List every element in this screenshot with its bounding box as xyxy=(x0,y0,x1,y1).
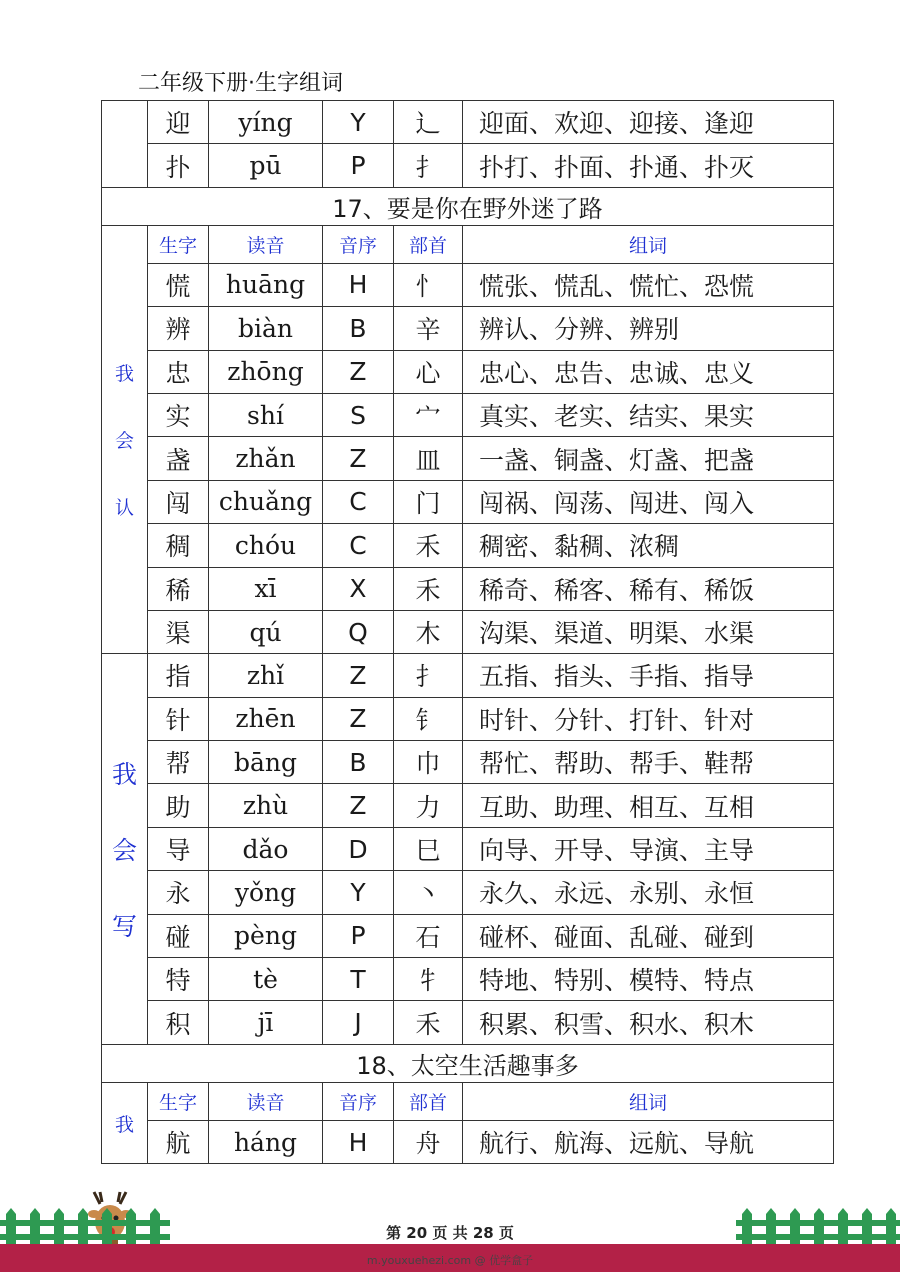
initial-cell: T xyxy=(323,958,394,1001)
char-cell: 稠 xyxy=(148,524,209,567)
radical-cell: 忄 xyxy=(394,263,463,306)
initial-cell: Y xyxy=(323,101,394,144)
pinyin-cell: tè xyxy=(209,958,323,1001)
group-label-char: 会 xyxy=(114,430,134,453)
char-cell: 特 xyxy=(148,958,209,1001)
initial-cell: Z xyxy=(323,350,394,393)
radical-cell: 牜 xyxy=(394,958,463,1001)
header-char: 生字 xyxy=(148,225,209,263)
radical-cell: 丶 xyxy=(394,871,463,914)
pinyin-cell: zhōng xyxy=(209,350,323,393)
table-row xyxy=(102,567,834,610)
table-row xyxy=(102,827,834,870)
pinyin-cell: jī xyxy=(209,1001,323,1044)
table-row xyxy=(102,784,834,827)
char-cell: 针 xyxy=(148,697,209,740)
table-row xyxy=(102,697,834,740)
char-cell: 闯 xyxy=(148,480,209,523)
initial-cell: Q xyxy=(323,610,394,653)
words-cell: 稠密、黏稠、浓稠 xyxy=(463,524,834,567)
pinyin-cell: shí xyxy=(209,393,323,436)
initial-cell: B xyxy=(323,741,394,784)
initial-cell: P xyxy=(323,144,394,187)
table-row xyxy=(102,144,834,187)
char-cell: 扑 xyxy=(148,144,209,187)
initial-cell: B xyxy=(323,307,394,350)
radical-cell: 辶 xyxy=(394,101,463,144)
radical-cell: 皿 xyxy=(394,437,463,480)
header-char: 生字 xyxy=(148,1082,209,1120)
header-pinyin: 读音 xyxy=(209,1082,323,1120)
radical-cell: 禾 xyxy=(394,567,463,610)
pinyin-cell: zhēn xyxy=(209,697,323,740)
pinyin-cell: huāng xyxy=(209,263,323,306)
group-label-empty xyxy=(102,101,148,188)
char-cell: 助 xyxy=(148,784,209,827)
radical-cell: 宀 xyxy=(394,393,463,436)
table-row xyxy=(102,480,834,523)
radical-cell: 禾 xyxy=(394,1001,463,1044)
table-row xyxy=(102,914,834,957)
initial-cell: Y xyxy=(323,871,394,914)
table-row xyxy=(102,437,834,480)
pinyin-cell: zhù xyxy=(209,784,323,827)
table-row xyxy=(102,393,834,436)
pinyin-cell: pèng xyxy=(209,914,323,957)
initial-cell: Z xyxy=(323,784,394,827)
group-label-char: 我 xyxy=(111,760,137,790)
words-cell: 沟渠、渠道、明渠、水渠 xyxy=(463,610,834,653)
words-cell: 时针、分针、打针、针对 xyxy=(463,697,834,740)
table-row xyxy=(102,101,834,144)
table-row xyxy=(102,741,834,784)
initial-cell: P xyxy=(323,914,394,957)
pinyin-cell: zhǎn xyxy=(209,437,323,480)
char-cell: 渠 xyxy=(148,610,209,653)
char-cell: 导 xyxy=(148,827,209,870)
group-label-char: 会 xyxy=(111,836,137,866)
words-cell: 一盏、铜盏、灯盏、把盏 xyxy=(463,437,834,480)
radical-cell: 巾 xyxy=(394,741,463,784)
radical-cell: 钅 xyxy=(394,697,463,740)
char-cell: 帮 xyxy=(148,741,209,784)
words-cell: 迎面、欢迎、迎接、逢迎 xyxy=(463,101,834,144)
header-words: 组词 xyxy=(463,225,834,263)
table-row xyxy=(102,263,834,306)
table-row xyxy=(102,524,834,567)
header-words: 组词 xyxy=(463,1082,834,1120)
pinyin-cell: yíng xyxy=(209,101,323,144)
group-label-char: 我 xyxy=(114,363,134,386)
vocabulary-table xyxy=(101,100,834,1164)
group-label-lesson18: 我 xyxy=(102,1082,148,1163)
words-cell: 闯祸、闯荡、闯进、闯入 xyxy=(463,480,834,523)
group-label-recognize xyxy=(102,225,148,654)
group-label-char: 认 xyxy=(114,497,134,520)
char-cell: 实 xyxy=(148,393,209,436)
words-cell: 永久、永远、永别、永恒 xyxy=(463,871,834,914)
char-cell: 辨 xyxy=(148,307,209,350)
radical-cell: 舟 xyxy=(394,1120,463,1163)
header-initial: 音序 xyxy=(323,225,394,263)
radical-cell: 心 xyxy=(394,350,463,393)
initial-cell: D xyxy=(323,827,394,870)
words-cell: 碰杯、碰面、乱碰、碰到 xyxy=(463,914,834,957)
page-header: 二年级下册·生字组词 xyxy=(138,71,343,96)
initial-cell: H xyxy=(323,1120,394,1163)
radical-cell: 石 xyxy=(394,914,463,957)
section-title: 18、太空生活趣事多 xyxy=(102,1044,834,1082)
initial-cell: H xyxy=(323,263,394,306)
words-cell: 五指、指头、手指、指导 xyxy=(463,654,834,697)
char-cell: 指 xyxy=(148,654,209,697)
section-title: 17、要是你在野外迷了路 xyxy=(102,187,834,225)
words-cell: 稀奇、稀客、稀有、稀饭 xyxy=(463,567,834,610)
pinyin-cell: bāng xyxy=(209,741,323,784)
words-cell: 真实、老实、结实、果实 xyxy=(463,393,834,436)
char-cell: 盏 xyxy=(148,437,209,480)
initial-cell: C xyxy=(323,480,394,523)
page-number: 第 20 页 共 28 页 xyxy=(386,1224,514,1242)
words-cell: 航行、航海、远航、导航 xyxy=(463,1120,834,1163)
table-row xyxy=(102,610,834,653)
pinyin-cell: dǎo xyxy=(209,827,323,870)
watermark: m.youxuehezi.com @ 优学盒子 xyxy=(366,1254,534,1267)
radical-cell: 门 xyxy=(394,480,463,523)
words-cell: 积累、积雪、积水、积木 xyxy=(463,1001,834,1044)
lesson-17-title xyxy=(102,187,834,225)
words-cell: 忠心、忠告、忠诚、忠义 xyxy=(463,350,834,393)
header-pinyin: 读音 xyxy=(209,225,323,263)
initial-cell: S xyxy=(323,393,394,436)
pinyin-cell: qú xyxy=(209,610,323,653)
initial-cell: J xyxy=(323,1001,394,1044)
initial-cell: Z xyxy=(323,697,394,740)
header-initial: 音序 xyxy=(323,1082,394,1120)
header-radical: 部首 xyxy=(394,225,463,263)
radical-cell: 辛 xyxy=(394,307,463,350)
table-row xyxy=(102,871,834,914)
char-cell: 慌 xyxy=(148,263,209,306)
words-cell: 辨认、分辨、辨别 xyxy=(463,307,834,350)
radical-cell: 扌 xyxy=(394,654,463,697)
group-label-char: 写 xyxy=(111,912,137,942)
pinyin-cell: zhǐ xyxy=(209,654,323,697)
pinyin-cell: pū xyxy=(209,144,323,187)
char-cell: 航 xyxy=(148,1120,209,1163)
radical-cell: 力 xyxy=(394,784,463,827)
table-row xyxy=(102,958,834,1001)
lesson-18-title xyxy=(102,1044,834,1082)
header-radical: 部首 xyxy=(394,1082,463,1120)
words-cell: 特地、特别、模特、特点 xyxy=(463,958,834,1001)
words-cell: 互助、助理、相互、互相 xyxy=(463,784,834,827)
initial-cell: C xyxy=(323,524,394,567)
table-row xyxy=(102,350,834,393)
pinyin-cell: chóu xyxy=(209,524,323,567)
words-cell: 帮忙、帮助、帮手、鞋帮 xyxy=(463,741,834,784)
pinyin-cell: háng xyxy=(209,1120,323,1163)
char-cell: 稀 xyxy=(148,567,209,610)
pinyin-cell: chuǎng xyxy=(209,480,323,523)
pinyin-cell: biàn xyxy=(209,307,323,350)
char-cell: 迎 xyxy=(148,101,209,144)
radical-cell: 扌 xyxy=(394,144,463,187)
initial-cell: X xyxy=(323,567,394,610)
table-row xyxy=(102,654,834,697)
char-cell: 永 xyxy=(148,871,209,914)
table-row xyxy=(102,1001,834,1044)
words-cell: 慌张、慌乱、慌忙、恐慌 xyxy=(463,263,834,306)
char-cell: 积 xyxy=(148,1001,209,1044)
table-row xyxy=(102,307,834,350)
initial-cell: Z xyxy=(323,437,394,480)
column-header-row xyxy=(102,225,834,263)
words-cell: 向导、开导、导演、主导 xyxy=(463,827,834,870)
char-cell: 忠 xyxy=(148,350,209,393)
initial-cell: Z xyxy=(323,654,394,697)
group-label-write xyxy=(102,654,148,1045)
pinyin-cell: xī xyxy=(209,567,323,610)
words-cell: 扑打、扑面、扑通、扑灭 xyxy=(463,144,834,187)
radical-cell: 木 xyxy=(394,610,463,653)
char-cell: 碰 xyxy=(148,914,209,957)
table-row xyxy=(102,1120,834,1163)
column-header-row xyxy=(102,1082,834,1120)
radical-cell: 巳 xyxy=(394,827,463,870)
radical-cell: 禾 xyxy=(394,524,463,567)
pinyin-cell: yǒng xyxy=(209,871,323,914)
